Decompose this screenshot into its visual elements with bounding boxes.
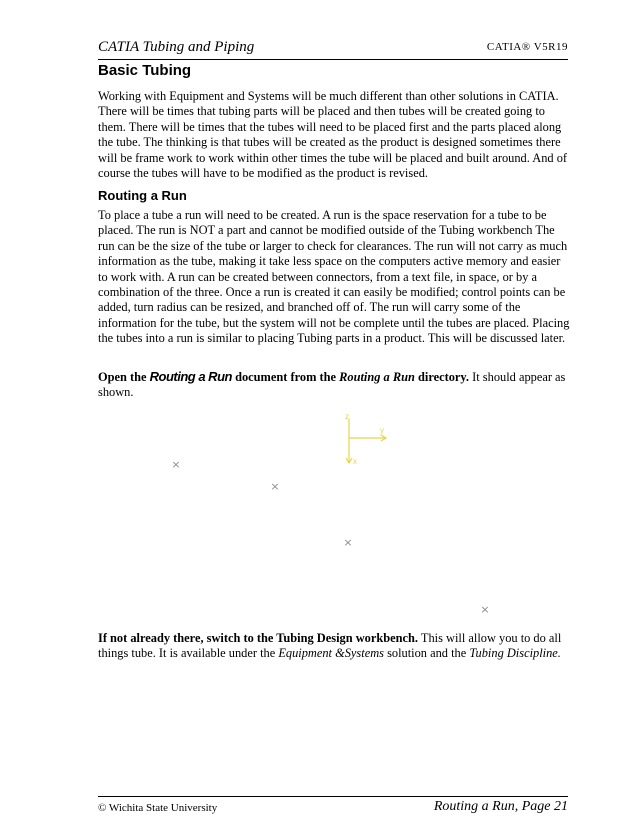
- axis-system: [345, 412, 386, 466]
- axis-label-z: z: [345, 412, 349, 421]
- instruction-open-document: [98, 369, 570, 401]
- section-heading-basic-tubing: Basic Tubing: [98, 62, 192, 79]
- instruction-text: It should appear as shown.: [98, 370, 566, 400]
- instruction-switch-workbench: [98, 631, 570, 662]
- footer-page-number: Routing a Run, Page 21: [433, 799, 568, 814]
- instruction-text: This will allow you to do all things tube. It is available under the: [98, 631, 562, 661]
- directory-name: Routing a Run: [339, 370, 415, 384]
- axis-label-y: y: [380, 426, 384, 435]
- instruction-text: document from the: [231, 370, 340, 384]
- axis-label-x: x: [353, 457, 357, 466]
- solution-name: Equipment &Systems: [278, 646, 384, 661]
- point-marker: ×: [343, 536, 353, 549]
- point-marker: ×: [480, 603, 490, 616]
- section-heading-routing-a-run: Routing a Run: [98, 188, 187, 203]
- discipline-name: Tubing Discipline.: [469, 646, 561, 661]
- document-preview-figure: [98, 405, 568, 625]
- header-title: CATIA Tubing and Piping: [98, 39, 255, 55]
- instruction-text: Open the: [98, 370, 150, 384]
- page-header: [98, 39, 568, 60]
- point-marker: ×: [171, 458, 181, 471]
- page-footer: [98, 796, 568, 819]
- point-marker: ×: [270, 480, 280, 493]
- document-name: Routing a Run: [149, 369, 232, 384]
- paragraph-routing-a-run: To place a tube a run will need to be created. A run is the space reservation for a tube to be placed. The run is NOT a part and cannot be modified outside of the Tubing workbench The run can be the size of the tube or larger to check for clearances. The run will not carry as much information as the tube, making it take less space on the computers active memory and easier to work with. A run can be created between connectors, from a text file, in space, or by a combination of the three. Once a run is created it can easily be modified; control points can be added, turn radius can be resized, and branched off of. The run will carry some of the information for the tube, but the system will not be complete until the tubes are placed. Placing the tubes into a run is similar to placing Tubing parts in a product. This will be discussed later.: [98, 208, 570, 346]
- instruction-text: If not already there, switch to the Tubing Design workbench.: [98, 631, 419, 645]
- header-product: CATIA® V5R19: [486, 41, 568, 53]
- instruction-text: solution and the: [383, 646, 470, 661]
- footer-copyright: © Wichita State University: [98, 802, 218, 814]
- instruction-text: directory.: [414, 370, 470, 384]
- points: [171, 458, 489, 616]
- paragraph-basic-tubing: Working with Equipment and Systems will be much different than other solutions in CATIA. There will be times that tubing parts will be placed and then tubes will be created going to them. There will be times that the tubes will need to be placed first and the parts placed along the tube. The thinking is that tubes will be created as the product is designed sometimes there will be frame work to work within other times the tube will be placed and built around. And of course the tubes will have to be modified as the product is revised.: [98, 89, 568, 181]
